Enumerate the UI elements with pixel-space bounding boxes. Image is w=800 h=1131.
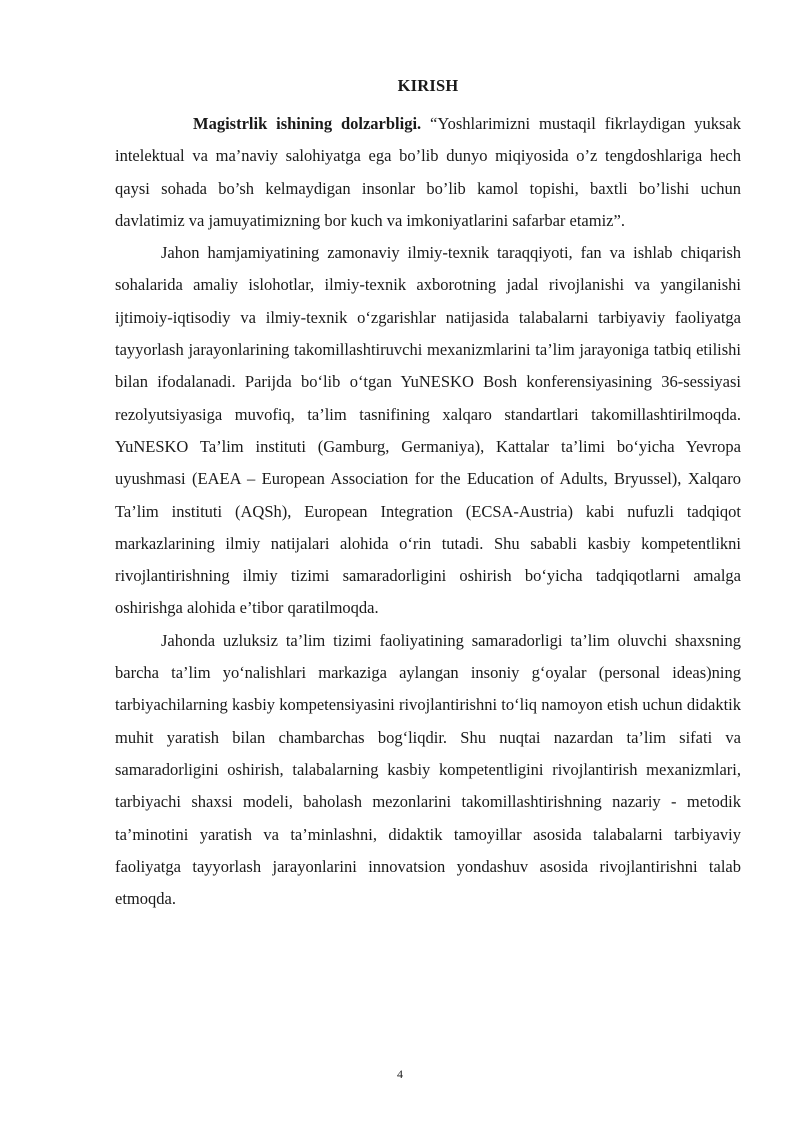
paragraph-2: Jahon hamjamiyatining zamonaviy ilmiy-texnik taraqqiyoti, fan va ishlab chiqarish sohalarida amaliy islohotlar, ilmiy-texnik axborotning jadal rivojlanishi va yangilanishi ijtimoiy-iqtisodiy va ilmiy-texnik o‘zgarishlar natijasida talabalarni tarbiyaviy faoliyatga tayyorlash jarayonlarining takomillashtiruvchi mexanizmlarini ta’lim jarayoniga tatbiq etilishi bilan ifodalanadi. Parijda bo‘lib o‘tgan YuNESKO Bosh konferensiyasining 36-sessiyasi rezolyutsiyasiga muvofiq, ta’lim tasnifining xalqaro standartlari takomillashtirilmoqda. YuNESKO Ta’lim instituti (Gamburg, Germaniya), Kattalar ta’limi bo‘yicha Yevropa uyushmasi (EAEA – European Association for the Education of Adults, Bryussel), Xalqaro Ta’lim instituti (AQSh), European Integration (ECSA-Austria) kabi nufuzli tadqiqot markazlarining ilmiy natijalari alohida o‘rin tutadi. Shu sababli kasbiy kompetentlikni rivojlantirishning ilmiy tizimi samaradorligini oshirish bo‘yicha tadqiqotlarni amalga oshirishga alohida e’tibor qaratilmoqda. [115, 243, 741, 618]
paragraph-lead: Magistrlik ishining dolzarbligi. [193, 114, 422, 133]
paragraph-3: Jahonda uzluksiz ta’lim tizimi faoliyatining samaradorligi ta’lim oluvchi shaxsning barcha ta’lim yo‘nalishlari markaziga aylangan insoniy g‘oyalar (personal ideas)ning tarbiyachilarning kasbiy kompetensiyasini rivojlantirishni to‘liq namoyon etish uchun didaktik muhit yaratish bilan chambarchas bog‘liqdir. Shu nuqtai nazardan ta’lim sifati va samaradorligini oshirish, talabalarning kasbiy kompetentligini rivojlantirish mexanizmlari, tarbiyachi shaxsi modeli, baholash mezonlarini takomillashtirishning nazariy - metodik ta’minotini yaratish va ta’minlashni, didaktik tamoyillar asosida talabalarni tarbiyaviy faoliyatga tayyorlash jarayonlarini innovatsion yondashuv asosida rivojlantirishni talab etmoqda. [115, 630, 741, 909]
paragraph-1 [115, 108, 741, 237]
page-number: 4 [397, 1067, 403, 1081]
section-heading: KIRISH [397, 76, 459, 95]
page-content [115, 76, 741, 915]
paragraph-text: “Yoshlarimizni mustaqil fikrlaydigan yuksak intelektual va ma’naviy salohiyatga ega bo’lib dunyo miqiyosida o’z tengdoshlariga hech qaysi sohada bo’sh kelmaydigan insonlar bo’lib kamol topishi, baxtli bo’lishi uchun davlatimiz va jamuyatimizning bor kuch va imkoniyatlarini safarbar etamiz”. [115, 114, 741, 230]
